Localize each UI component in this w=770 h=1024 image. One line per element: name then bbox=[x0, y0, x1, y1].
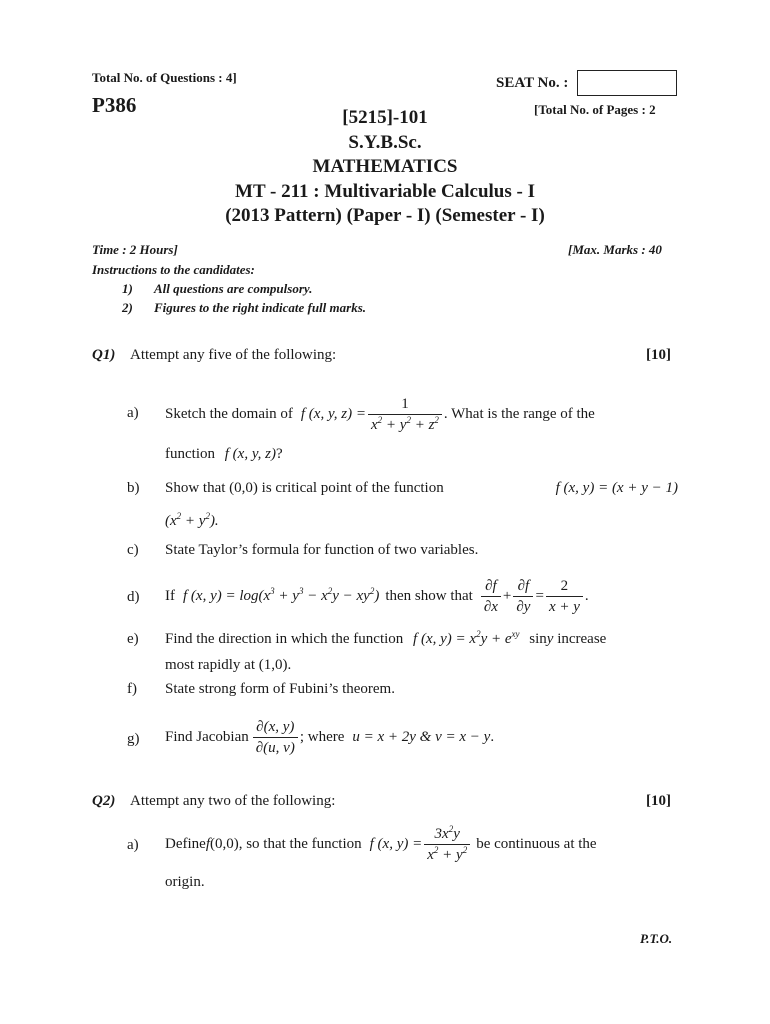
q1c-label: c) bbox=[127, 542, 139, 558]
q1d-formula: f (x, $y) = \log(x^3 + y^3 - x^2y - xy^2)$ bbox=[183, 585, 380, 604]
q2a-text-origin: origin. bbox=[165, 874, 205, 890]
q1e-formula: f (x, $y) = x^2y + e^{xy}$ bbox=[413, 629, 520, 647]
q1f-text: State strong form of Fubini’s theorem. bbox=[165, 681, 395, 697]
q1b-formula: f (x, y) = (x + y − 1) bbox=[555, 480, 678, 496]
q1a-text-domain: Sketch the domain of bbox=[165, 405, 293, 422]
q1d-line: If f (x, $y) = \log(x^3 + y^3 - x^2y - xy^2)$ then show that $\frac{\partial f}{\partial x}$ + $\frac{\partial f}{\partial y}$ = $\frac{2}{x + y}$ . bbox=[165, 577, 589, 615]
seat-no-box bbox=[577, 70, 677, 96]
total-questions: Total No. of Questions : 4] bbox=[92, 70, 237, 85]
q1a-label: a) bbox=[127, 405, 139, 421]
q2a-text-f: f bbox=[205, 835, 210, 852]
pto: P.T.O. bbox=[640, 931, 673, 946]
q2-marks: [10] bbox=[646, 793, 671, 809]
q1e-text-increase: increase bbox=[557, 631, 607, 647]
q2a-line1 bbox=[165, 820, 597, 868]
q1b-line1 bbox=[165, 480, 678, 497]
exam-code: [5215]-101 bbox=[342, 107, 428, 128]
instruction-text: All questions are compulsory. bbox=[154, 281, 313, 296]
q2a-text-function: (0,0), so that the function bbox=[209, 835, 362, 852]
total-pages: [Total No. of Pages : 2 bbox=[534, 102, 656, 117]
course-title: S.Y.B.Sc. bbox=[348, 132, 422, 153]
q1-prompt: Attempt any five of the following: bbox=[130, 347, 337, 363]
q1e-text-sin: sin bbox=[529, 631, 547, 647]
q1g-line: Find Jacobian $\frac{\partial(x, y)}{\partial(u, v)}$ ; where u = x + 2y & v = x − y . bbox=[165, 718, 495, 756]
q1g-fraction: $\frac{\partial(x, y)}{\partial(u, v)}$ bbox=[253, 717, 298, 758]
q2a-fraction: $\frac{3x^2y}{x^2 + y^2}$ bbox=[424, 824, 470, 865]
q1e-line1 bbox=[165, 631, 606, 648]
q1f-label: f) bbox=[127, 681, 137, 697]
q1c-text: State Taylor’s formula for function of two variables. bbox=[165, 542, 479, 558]
q1a-formula-fxyz-2: f (x, y, z) bbox=[224, 446, 276, 462]
paper-title: MT - 211 : Multivariable Calculus - I bbox=[235, 181, 535, 202]
q1e-text: Find the direction in which the function bbox=[165, 631, 404, 647]
instruction-number: 2) bbox=[122, 300, 133, 315]
instruction-text: Figures to the right indicate full marks. bbox=[154, 300, 367, 315]
subject-title: MATHEMATICS bbox=[312, 156, 458, 177]
paper-code: P386 bbox=[92, 93, 137, 117]
q1g-text-where: ; where bbox=[299, 728, 345, 745]
q1a-line2: function f (x, y, z)? bbox=[165, 446, 283, 462]
q1-label: Q1) bbox=[92, 347, 116, 363]
instructions-heading: Instructions to the candidates: bbox=[92, 262, 255, 277]
q1g-text-jacobian: Find Jacobian bbox=[165, 728, 249, 745]
q1g-formula: u = x + 2y & v = x − y bbox=[352, 728, 491, 745]
q1d-text-then: then show that bbox=[385, 587, 473, 604]
q1b-formula-2: $(x^2 + y^2)$. bbox=[165, 511, 219, 529]
q2a-text-define: Define bbox=[165, 835, 206, 852]
q1a-formula-fxyz: f (x, y, z) = bbox=[300, 405, 366, 422]
q1d-fraction-dfdy: $\frac{\partial f}{\partial y}$ bbox=[513, 576, 533, 617]
pattern-title: (2013 Pattern) (Paper - I) (Semester - I) bbox=[225, 205, 545, 226]
q1b-text: Show that (0,0) is critical point of the function bbox=[165, 480, 444, 496]
q2a-formula: f (x, y) = bbox=[369, 835, 423, 852]
q2a-label: a) bbox=[127, 837, 139, 853]
q1d-fraction-dfdx: $\frac{\partial f}{\partial x}$ bbox=[481, 576, 501, 617]
q1a-fraction: $\frac{1}{x^2 + y^2 + z^2}$ bbox=[368, 394, 442, 435]
q1d-fraction-result: $\frac{2}{x + y}$ bbox=[546, 576, 583, 617]
q1a-line1 bbox=[165, 390, 595, 438]
q1e-formula-y: y bbox=[546, 631, 554, 647]
max-marks: [Max. Marks : 40 bbox=[568, 242, 662, 257]
q1b-label: b) bbox=[127, 480, 140, 496]
q1a-text-function: function bbox=[165, 446, 215, 462]
instruction-number: 1) bbox=[122, 281, 133, 296]
q1-marks: [10] bbox=[646, 347, 671, 363]
q2-prompt: Attempt any two of the following: bbox=[130, 793, 336, 809]
q2a-text-continuous: be continuous at the bbox=[476, 835, 597, 852]
time-label: Time : 2 Hours] bbox=[92, 242, 178, 257]
q2-label: Q2) bbox=[92, 793, 116, 809]
q1a-text-range: . What is the range of the bbox=[443, 405, 595, 422]
q1d-text-if: If bbox=[165, 587, 175, 604]
seat-no-label: SEAT No. : bbox=[496, 75, 569, 91]
q1e-label: e) bbox=[127, 631, 139, 647]
q1e-text-2: most rapidly at (1,0). bbox=[165, 657, 292, 673]
q1d-label: d) bbox=[127, 589, 140, 605]
q1g-label: g) bbox=[127, 731, 140, 747]
